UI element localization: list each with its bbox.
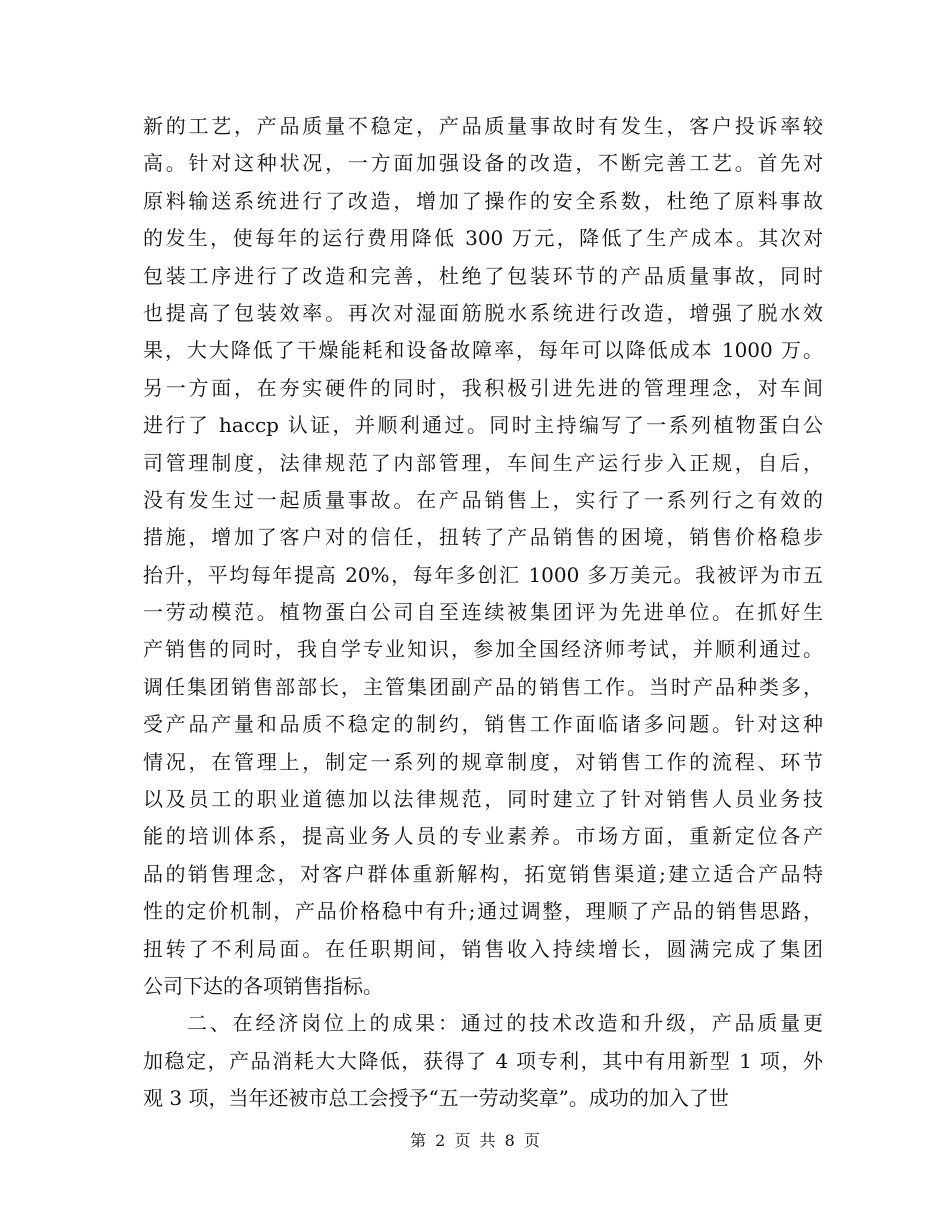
text-line: 进行了 haccp 认证，并顺利通过。同时主持编写了一系列植物蛋白公 <box>143 413 823 438</box>
text-line: 原料输送系统进行了改造，增加了操作的安全系数，杜绝了原料事故 <box>143 188 823 213</box>
text-line: 司管理制度，法律规范了内部管理，车间生产运行步入正规，自后， <box>143 450 823 475</box>
text-line: 能的培训体系，提高业务人员的专业素养。市场方面，重新定位各产 <box>143 824 823 849</box>
paragraph <box>143 1005 823 1117</box>
text-line: 加稳定，产品消耗大大降低，获得了 4 项专利，其中有用新型 1 项，外 <box>143 1048 823 1073</box>
paragraph <box>143 108 823 1005</box>
text-line: 另一方面，在夯实硬件的同时，我积极引进先进的管理理念，对车间 <box>143 375 823 400</box>
text-line: 以及员工的职业道德加以法律规范，同时建立了针对销售人员业务技 <box>143 787 823 812</box>
document-body <box>143 108 823 1118</box>
text-line: 高。针对这种状况，一方面加强设备的改造，不断完善工艺。首先对 <box>143 151 823 176</box>
text-line: 包装工序进行了改造和完善，杜绝了包装环节的产品质量事故，同时 <box>143 263 823 288</box>
page-footer: 第 2 页 共 8 页 <box>410 1131 540 1150</box>
text-line: 的发生，使每年的运行费用降低 300 万元，降低了生产成本。其次对 <box>143 226 823 251</box>
text-line: 没有发生过一起质量事故。在产品销售上，实行了一系列行之有效的 <box>143 487 823 512</box>
text-line: 观 3 项，当年还被市总工会授予“五一劳动奖章”。成功的加入了世 <box>143 1086 729 1111</box>
text-line: 公司下达的各项销售指标。 <box>143 973 383 998</box>
text-line: 产销售的同时，我自学专业知识，参加全国经济师考试，并顺利通过。 <box>143 637 823 662</box>
text-line: 性的定价机制，产品价格稳中有升;通过调整，理顺了产品的销售思路， <box>143 899 823 924</box>
text-line: 果，大大降低了干燥能耗和设备故障率，每年可以降低成本 1000 万。 <box>143 338 823 363</box>
text-line: 扭转了不利局面。在任职期间，销售收入持续增长，圆满完成了集团 <box>143 936 823 961</box>
text-line: 也提高了包装效率。再次对湿面筋脱水系统进行改造，增强了脱水效 <box>143 300 823 325</box>
text-line: 调任集团销售部部长，主管集团副产品的销售工作。当时产品种类多， <box>143 674 823 699</box>
text-line: 措施，增加了客户对的信任，扭转了产品销售的困境，销售价格稳步 <box>143 525 823 550</box>
text-line: 品的销售理念，对客户群体重新解构，拓宽销售渠道;建立适合产品特 <box>143 861 823 886</box>
text-line: 一劳动模范。植物蛋白公司自至连续被集团评为先进单位。在抓好生 <box>143 600 823 625</box>
text-line: 抬升，平均每年提高 20%，每年多创汇 1000 多万美元。我被评为市五 <box>143 562 823 587</box>
text-line: 二、在经济岗位上的成果：通过的技术改造和升级，产品质量更 <box>187 1011 823 1036</box>
text-line: 新的工艺，产品质量不稳定，产品质量事故时有发生，客户投诉率较 <box>143 114 823 138</box>
text-line: 受产品产量和品质不稳定的制约，销售工作面临诸多问题。针对这种 <box>143 712 823 737</box>
text-line: 情况，在管理上，制定一系列的规章制度，对销售工作的流程、环节 <box>143 749 823 774</box>
